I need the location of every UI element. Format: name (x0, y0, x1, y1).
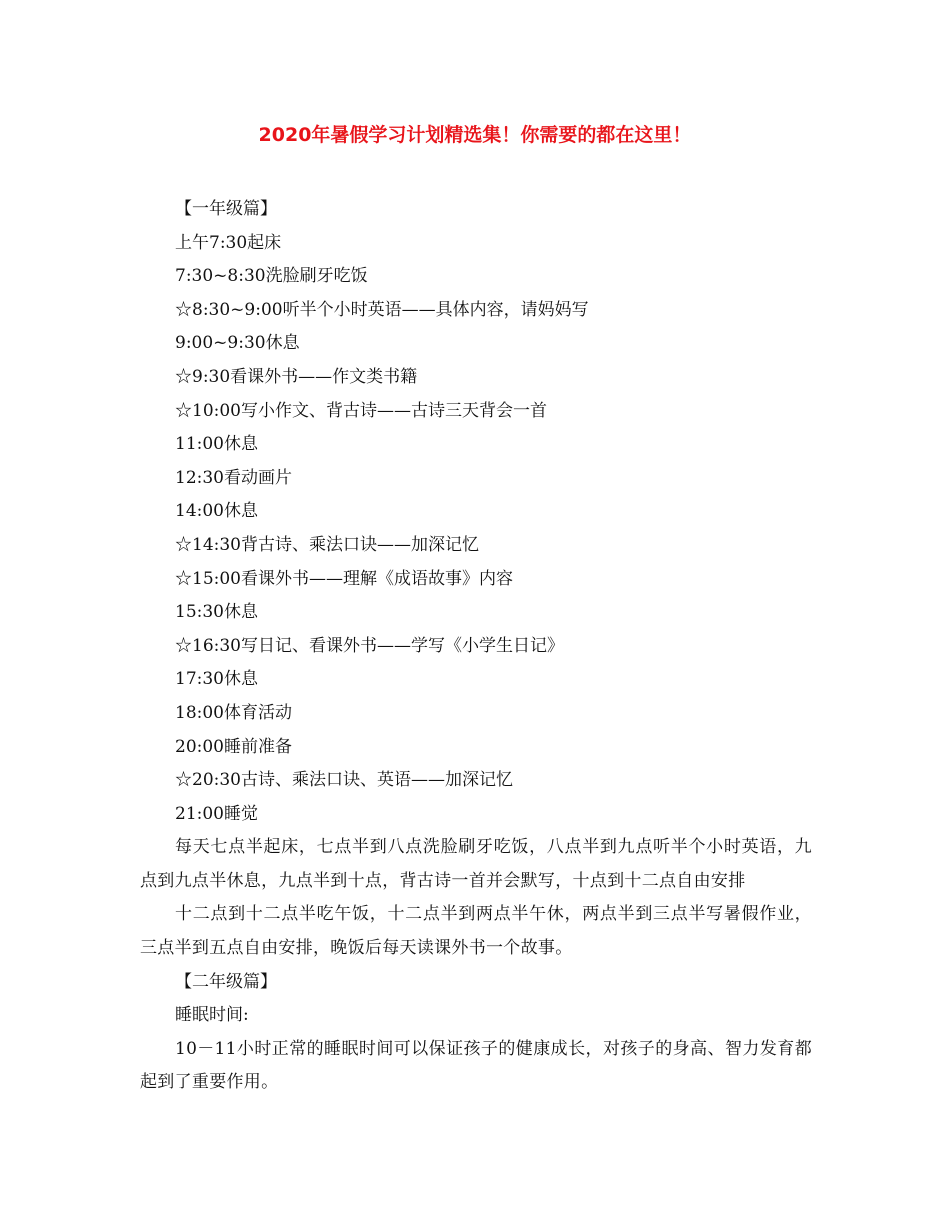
schedule-item: ☆15:00看课外书——理解《成语故事》内容 (175, 568, 513, 589)
grade1-summary-paragraph-2: 十二点到十二点半吃午饭，十二点半到两点半午休，两点半到三点半写暑假作业，三点半到五点自由安排，晚饭后每天读课外书一个故事。 (140, 904, 812, 959)
schedule-item: 9:00~9:30休息 (175, 333, 300, 354)
schedule-item: 11:00休息 (175, 434, 258, 455)
document-title: 2020年暑假学习计划精选集！你需要的都在这里！ (258, 124, 692, 146)
sleep-paragraph: 10－11小时正常的睡眠时间可以保证孩子的健康成长，对孩子的身高、智力发育都起到了重要作用。 (140, 1038, 812, 1093)
schedule-item: 14:00休息 (175, 501, 258, 522)
schedule-item: 12:30看动画片 (175, 467, 292, 488)
document-body (140, 193, 812, 1100)
grade1-schedule (140, 227, 812, 832)
grade1-heading: 【一年级篇】 (175, 199, 277, 219)
schedule-item: 上午7:30起床 (175, 232, 282, 253)
grade2-heading: 【二年级篇】 (175, 971, 277, 992)
grade1-summary-paragraph-1: 每天七点半起床，七点半到八点洗脸刷牙吃饭，八点半到九点听半个小时英语，九点到九点半休息，九点半到十点，背古诗一首并会默写，十点到十二点自由安排 (140, 837, 812, 891)
schedule-item: 15:30休息 (175, 602, 258, 623)
schedule-item: 21:00睡觉 (175, 803, 258, 824)
schedule-item: 17:30休息 (175, 669, 258, 690)
schedule-item: 18:00体育活动 (175, 702, 292, 723)
schedule-item: 7:30~8:30洗脸刷牙吃饭 (175, 266, 368, 287)
schedule-item: ☆16:30写日记、看课外书——学写《小学生日记》 (175, 635, 564, 656)
sleep-heading: 睡眠时间: (175, 1005, 249, 1026)
schedule-item: ☆8:30~9:00听半个小时英语——具体内容，请妈妈写 (175, 299, 589, 320)
schedule-item: ☆10:00写小作文、背古诗——古诗三天背会一首 (175, 400, 547, 421)
schedule-item: ☆20:30古诗、乘法口诀、英语——加深记忆 (175, 770, 513, 791)
schedule-item: ☆14:30背古诗、乘法口诀——加深记忆 (175, 534, 479, 555)
schedule-item: ☆9:30看课外书——作文类书籍 (175, 366, 418, 387)
schedule-item: 20:00睡前准备 (175, 736, 292, 757)
